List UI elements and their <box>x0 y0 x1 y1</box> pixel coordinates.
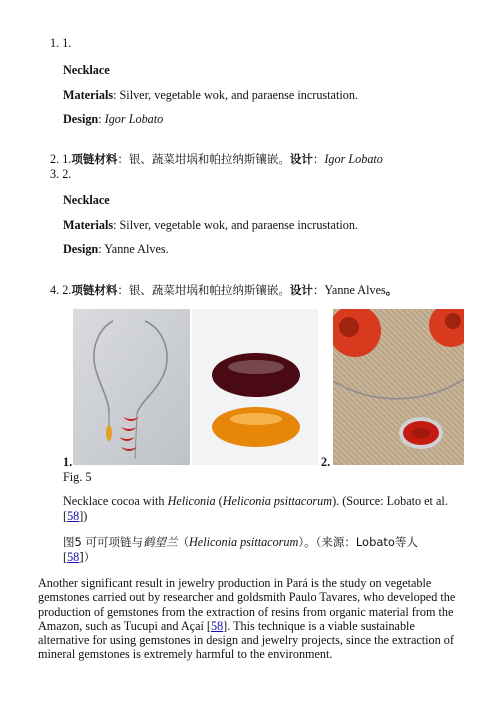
designer-name: Igor Lobato <box>104 112 164 126</box>
list-item-2 <box>50 152 383 167</box>
paragraph-text: Another significant result in jewelry production in Pará is the study on vegetable gemstones carried out by researcher and goldsmith Paulo Tavares, who developed the production of gemstones from the extraction of resins from organic material from the Amazon, such as Tucupi and Açaí <box>38 576 456 633</box>
design-sep: : <box>98 112 105 126</box>
designer-name: Yanne Alves <box>324 283 386 297</box>
item3-title: Necklace <box>63 193 110 207</box>
materials-label: Materials <box>63 88 114 102</box>
item3-materials <box>63 218 358 233</box>
cn-materials-text: ：银、蔬菜坩埚和帕拉纳斯镶嵌。 <box>117 283 290 297</box>
materials-text: Silver, vegetable wok, and paraense incrustation. <box>116 218 358 232</box>
caption-ref-line <box>63 509 87 524</box>
list-marker-4: 4. 2. <box>50 283 72 297</box>
caption-species: Heliconia psittacorum <box>222 494 333 508</box>
designer-name: Yanne Alves. <box>104 242 169 256</box>
materials-sep: : <box>113 88 117 102</box>
design-label: Design <box>63 242 99 256</box>
cn-caption-text: 图5 可可项链与 <box>63 535 143 549</box>
materials-label: Materials <box>63 218 114 232</box>
ref-bracket: [ <box>63 550 68 564</box>
cn-period: 。 <box>385 283 398 297</box>
cn-caption-species: Heliconia psittacorum <box>188 535 299 549</box>
cn-caption-ref-line <box>63 550 95 565</box>
cn-design-label: 设计 <box>289 283 313 297</box>
ref-bracket: [ <box>63 509 68 523</box>
body-paragraph: Another significant result in jewelry production in Pará is the study on vegetable gemstones carried out by researcher and goldsmith Paulo Tavares, who developed the production of gemstones from the extraction of resins from organic material from the Amazon, such as Tucupi and Açaí [58]. This technique is a viable sustainable alternative for using gemstones in design and jewelry projects, since the extraction of mineral gemstones is extremely harmful to the environment. <box>38 576 456 662</box>
figure-label: Fig. 5 <box>63 470 92 484</box>
list-marker-2: 2. 1. <box>50 152 72 166</box>
ref-bracket: ]） <box>79 550 96 564</box>
item3-design <box>63 242 169 257</box>
reference-link-58[interactable]: 58 <box>210 618 224 633</box>
cn-materials-text: ：银、蔬菜坩埚和帕拉纳斯镶嵌。 <box>117 152 290 166</box>
caption-text: ). (Source: Lobato et al. <box>332 494 448 508</box>
paragraph-text: . This technique is a viable sustainable alternative for using gemstones in design and jewelry projects, since the extraction of mineral gemstones is extremely harmful to the environment. <box>38 618 454 662</box>
cn-caption-bird: 鹤望兰 <box>142 535 178 549</box>
ref-bracket: ]) <box>79 509 88 523</box>
figure-marker-1: 1. <box>63 455 73 469</box>
figure-caption <box>63 494 448 509</box>
cn-design-colon: ： <box>312 152 325 166</box>
caption-text: Necklace cocoa with <box>63 494 168 508</box>
design-sep: : <box>98 242 105 256</box>
cn-design-colon: ： <box>312 283 325 297</box>
caption-text: ( <box>215 494 223 508</box>
list-marker-3: 3. 2. <box>50 167 72 181</box>
gemstones-photo <box>192 309 318 465</box>
item1-design <box>63 112 163 127</box>
materials-sep: : <box>113 218 117 232</box>
designer-name: Igor Lobato <box>324 152 383 166</box>
cn-materials-label: 项链材料 <box>71 283 118 297</box>
item1-materials <box>63 88 358 103</box>
list-item-4 <box>50 283 397 298</box>
cn-materials-label: 项链材料 <box>71 152 118 166</box>
figure-caption-cn <box>63 535 418 550</box>
design-label: Design <box>63 112 99 126</box>
necklace-photo-1 <box>73 309 190 465</box>
cn-caption-text: （ <box>177 535 189 549</box>
cn-caption-text: ）。（来源：Lobato等人 <box>298 535 418 549</box>
figure-marker-2: 2. <box>321 455 331 469</box>
item1-title: Necklace <box>63 63 110 77</box>
materials-text: Silver, vegetable wok, and paraense incrustation. <box>116 88 358 102</box>
caption-genus: Heliconia <box>167 494 216 508</box>
list-marker-1: 1. 1. <box>50 36 72 50</box>
heliconia-necklace-photo <box>333 309 464 465</box>
reference-link-58[interactable]: 58 <box>67 509 80 523</box>
cn-design-label: 设计 <box>289 152 313 166</box>
reference-link-58[interactable]: 58 <box>67 550 80 564</box>
